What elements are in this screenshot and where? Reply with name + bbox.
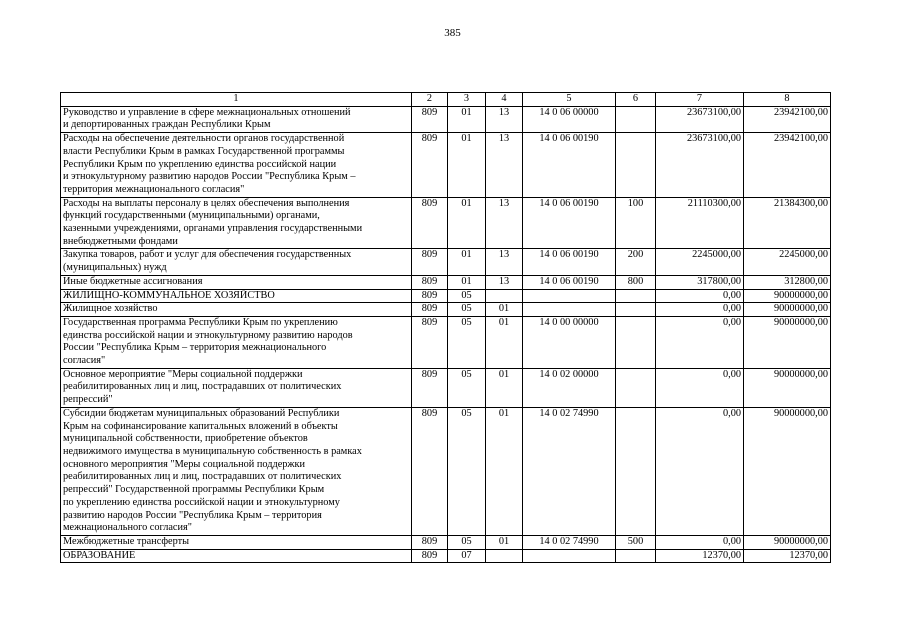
- row-admin-code-cell: 809: [412, 106, 448, 132]
- row-name-cell: Закупка товаров, работ и услуг для обеспечения государственных (муниципальных) нужд: [61, 249, 412, 275]
- row-expense-type-cell: [616, 368, 656, 407]
- row-amount-year2-cell: 23942100,00: [744, 133, 831, 198]
- row-expense-type-cell: 800: [616, 275, 656, 289]
- row-target-article-cell: 14 0 06 00190: [523, 249, 616, 275]
- row-admin-code-cell: 809: [412, 316, 448, 368]
- row-subsection-cell: 13: [486, 249, 523, 275]
- row-expense-type-cell: 200: [616, 249, 656, 275]
- row-admin-code-cell: 809: [412, 289, 448, 303]
- row-amount-year1-cell: 23673100,00: [656, 106, 744, 132]
- table-header-row: [61, 93, 831, 107]
- table-row: [61, 106, 831, 132]
- table-row: [61, 535, 831, 549]
- row-subsection-cell: 13: [486, 275, 523, 289]
- row-amount-year2-cell: 90000000,00: [744, 535, 831, 549]
- row-subsection-cell: 13: [486, 197, 523, 249]
- table-row: [61, 407, 831, 535]
- row-target-article-cell: [523, 549, 616, 563]
- row-name-cell: Руководство и управление в сфере межнациональных отношений и депортированных граждан Республики Крым: [61, 106, 412, 132]
- row-expense-type-cell: [616, 106, 656, 132]
- table-row: [61, 249, 831, 275]
- row-amount-year1-cell: 0,00: [656, 407, 744, 535]
- row-amount-year1-cell: 12370,00: [656, 549, 744, 563]
- row-amount-year2-cell: 90000000,00: [744, 407, 831, 535]
- row-amount-year2-cell: 90000000,00: [744, 368, 831, 407]
- column-header-8: 8: [744, 93, 831, 107]
- row-target-article-cell: 14 0 06 00190: [523, 275, 616, 289]
- row-subsection-cell: [486, 549, 523, 563]
- row-target-article-cell: [523, 289, 616, 303]
- row-subsection-cell: 01: [486, 368, 523, 407]
- row-section-cell: 01: [448, 106, 486, 132]
- row-section-cell: 05: [448, 289, 486, 303]
- page-number: 385: [444, 27, 461, 39]
- row-target-article-cell: 14 0 02 00000: [523, 368, 616, 407]
- row-expense-type-cell: [616, 303, 656, 317]
- row-target-article-cell: 14 0 06 00190: [523, 133, 616, 198]
- row-name-cell: ЖИЛИЩНО-КОММУНАЛЬНОЕ ХОЗЯЙСТВО: [61, 289, 412, 303]
- row-admin-code-cell: 809: [412, 368, 448, 407]
- column-header-7: 7: [656, 93, 744, 107]
- row-amount-year1-cell: 0,00: [656, 289, 744, 303]
- row-amount-year1-cell: 0,00: [656, 303, 744, 317]
- row-amount-year2-cell: 90000000,00: [744, 316, 831, 368]
- row-section-cell: 07: [448, 549, 486, 563]
- row-name-cell: ОБРАЗОВАНИЕ: [61, 549, 412, 563]
- column-header-2: 2: [412, 93, 448, 107]
- row-amount-year2-cell: 12370,00: [744, 549, 831, 563]
- table-row: [61, 368, 831, 407]
- row-subsection-cell: 01: [486, 316, 523, 368]
- row-admin-code-cell: 809: [412, 133, 448, 198]
- column-header-1: 1: [61, 93, 412, 107]
- row-name-cell: Государственная программа Республики Крым по укреплению единства российской нации и этнокультурному развитию народов России "Республика Крым – территория межнационального согласия": [61, 316, 412, 368]
- row-section-cell: 05: [448, 368, 486, 407]
- row-admin-code-cell: 809: [412, 549, 448, 563]
- row-target-article-cell: 14 0 02 74990: [523, 407, 616, 535]
- column-header-3: 3: [448, 93, 486, 107]
- row-amount-year1-cell: 0,00: [656, 535, 744, 549]
- row-name-cell: Жилищное хозяйство: [61, 303, 412, 317]
- row-amount-year2-cell: 23942100,00: [744, 106, 831, 132]
- budget-table: [60, 92, 831, 563]
- row-expense-type-cell: [616, 407, 656, 535]
- row-section-cell: 01: [448, 197, 486, 249]
- row-amount-year1-cell: 21110300,00: [656, 197, 744, 249]
- row-name-cell: Межбюджетные трансферты: [61, 535, 412, 549]
- table-body: [61, 106, 831, 563]
- row-amount-year2-cell: 90000000,00: [744, 303, 831, 317]
- row-amount-year1-cell: 23673100,00: [656, 133, 744, 198]
- row-section-cell: 01: [448, 249, 486, 275]
- column-header-6: 6: [616, 93, 656, 107]
- row-amount-year1-cell: 2245000,00: [656, 249, 744, 275]
- table-row: [61, 275, 831, 289]
- row-amount-year2-cell: 2245000,00: [744, 249, 831, 275]
- row-expense-type-cell: [616, 133, 656, 198]
- row-subsection-cell: 01: [486, 535, 523, 549]
- row-subsection-cell: 13: [486, 106, 523, 132]
- table-row: [61, 289, 831, 303]
- row-expense-type-cell: 500: [616, 535, 656, 549]
- row-subsection-cell: 13: [486, 133, 523, 198]
- row-target-article-cell: 14 0 02 74990: [523, 535, 616, 549]
- row-expense-type-cell: [616, 289, 656, 303]
- row-admin-code-cell: 809: [412, 407, 448, 535]
- row-admin-code-cell: 809: [412, 197, 448, 249]
- row-amount-year1-cell: 317800,00: [656, 275, 744, 289]
- table-row: [61, 316, 831, 368]
- row-expense-type-cell: [616, 549, 656, 563]
- table-row: [61, 549, 831, 563]
- row-name-cell: Основное мероприятие "Меры социальной поддержки реабилитированных лиц и лиц, пострадавших от политических репрессий": [61, 368, 412, 407]
- row-amount-year2-cell: 312800,00: [744, 275, 831, 289]
- row-amount-year1-cell: 0,00: [656, 316, 744, 368]
- row-amount-year2-cell: 90000000,00: [744, 289, 831, 303]
- row-amount-year1-cell: 0,00: [656, 368, 744, 407]
- row-section-cell: 05: [448, 407, 486, 535]
- row-section-cell: 05: [448, 316, 486, 368]
- table-row: [61, 133, 831, 198]
- row-target-article-cell: [523, 303, 616, 317]
- row-admin-code-cell: 809: [412, 249, 448, 275]
- row-name-cell: Иные бюджетные ассигнования: [61, 275, 412, 289]
- row-expense-type-cell: 100: [616, 197, 656, 249]
- column-header-4: 4: [486, 93, 523, 107]
- row-section-cell: 01: [448, 275, 486, 289]
- table-row: [61, 303, 831, 317]
- row-section-cell: 01: [448, 133, 486, 198]
- row-expense-type-cell: [616, 316, 656, 368]
- row-subsection-cell: [486, 289, 523, 303]
- row-name-cell: Расходы на выплаты персоналу в целях обеспечения выполнения функций государственными (муниципальными) органами, казенными учреждениями, органами управления государственными внебюджетными фондами: [61, 197, 412, 249]
- row-target-article-cell: 14 0 06 00000: [523, 106, 616, 132]
- row-target-article-cell: 14 0 06 00190: [523, 197, 616, 249]
- column-header-5: 5: [523, 93, 616, 107]
- row-admin-code-cell: 809: [412, 535, 448, 549]
- table-row: [61, 197, 831, 249]
- row-amount-year2-cell: 21384300,00: [744, 197, 831, 249]
- row-subsection-cell: 01: [486, 407, 523, 535]
- row-name-cell: Субсидии бюджетам муниципальных образований Республики Крым на софинансирование капитальных вложений в объекты муниципальной собственности, приобретение объектов недвижимого имущества в муниципальную собственность в рамках основного мероприятия "Меры социальной поддержки реабилитированных лиц и лиц, пострадавших от политических репрессий" Государственной программы Республики Крым по укреплению единства российской нации и этнокультурному развитию народов России "Республика Крым – территория межнационального согласия": [61, 407, 412, 535]
- row-target-article-cell: 14 0 00 00000: [523, 316, 616, 368]
- row-admin-code-cell: 809: [412, 275, 448, 289]
- row-admin-code-cell: 809: [412, 303, 448, 317]
- row-name-cell: Расходы на обеспечение деятельности органов государственной власти Республики Крым в рамках Государственной программы Республики Крым по укреплению единства российской нации и этнокультурному развитию народов России "Республика Крым – территория межнационального согласия": [61, 133, 412, 198]
- row-section-cell: 05: [448, 535, 486, 549]
- row-section-cell: 05: [448, 303, 486, 317]
- row-subsection-cell: 01: [486, 303, 523, 317]
